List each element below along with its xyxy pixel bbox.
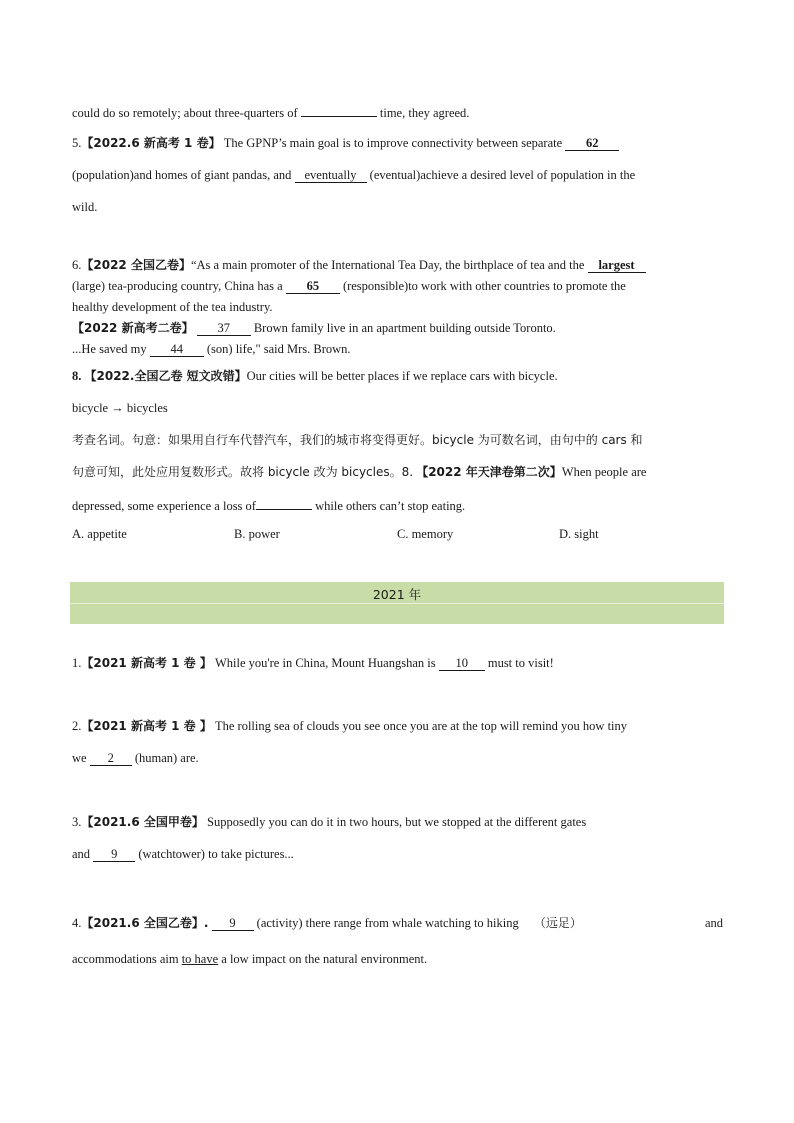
text: Brown family live in an apartment building outside Toronto. bbox=[253, 321, 556, 335]
question-number: 5. bbox=[72, 136, 82, 150]
text: (population)and homes of giant pandas, and bbox=[72, 168, 292, 182]
question-source-tag: 【2022 全国乙卷】 bbox=[81, 258, 191, 272]
option-d: D. sight bbox=[559, 527, 599, 541]
answer-blank bbox=[301, 103, 377, 117]
text: (large) tea-producing country, China has a bbox=[72, 279, 283, 293]
answer-blank: 9 bbox=[93, 848, 135, 862]
answer-blank: 62 bbox=[565, 137, 619, 151]
question-source-tag: 【2021.6 全国乙卷】. bbox=[81, 916, 209, 930]
question-number: 1. bbox=[72, 656, 82, 670]
text: healthy development of the tea industry. bbox=[72, 300, 273, 314]
question-source-tag: 【2021 新高考 1 卷 】 bbox=[81, 656, 212, 670]
explanation-text: 句意可知，此处应用复数形式。故将 bicycle 改为 bicycles。8. bbox=[72, 465, 414, 479]
answer-blank: largest bbox=[588, 259, 646, 273]
text: (human) are. bbox=[134, 751, 199, 765]
question-source-tag: 【2022.6 新高考 1 卷】 bbox=[81, 136, 221, 150]
text: (son) life," said Mrs. Brown. bbox=[206, 342, 351, 356]
text-line bbox=[72, 750, 723, 766]
answer-line bbox=[72, 400, 723, 416]
text-line bbox=[72, 496, 723, 514]
question-2021-4 bbox=[72, 915, 723, 931]
answer-blank: 44 bbox=[150, 343, 204, 357]
text-line bbox=[72, 278, 723, 294]
question-number: 8. bbox=[72, 369, 82, 383]
text-line bbox=[72, 167, 723, 183]
question-7 bbox=[72, 320, 723, 336]
explanation-text: 考查名词。句意：如果用自行车代替汽车，我们的城市将变得更好。bicycle 为可数名词，由句中的 cars 和 bbox=[72, 433, 643, 447]
text: (activity) there range from whale watching to hiking bbox=[256, 916, 519, 930]
text-line bbox=[72, 341, 723, 357]
question-source-tag: 【2021 新高考 1 卷 】 bbox=[81, 719, 212, 733]
text-line bbox=[72, 199, 723, 215]
answer-blank: 10 bbox=[439, 657, 485, 671]
answer-blank bbox=[256, 496, 312, 510]
text: Our cities will be better places if we replace cars with bicycle. bbox=[246, 369, 558, 383]
text-line bbox=[72, 846, 723, 862]
text: ...He saved my bbox=[72, 342, 147, 356]
option-c: C. memory bbox=[397, 527, 454, 541]
explanation-line bbox=[72, 432, 723, 448]
text: The rolling sea of clouds you see once you are at the top will remind you how tiny bbox=[214, 719, 628, 733]
section-year-label: 2021 年 bbox=[372, 587, 422, 602]
question-number: 6. bbox=[72, 258, 82, 272]
question-source-tag: 【2021.6 全国甲卷】 bbox=[81, 815, 204, 829]
question-number: 4. bbox=[72, 916, 82, 930]
question-2021-2 bbox=[72, 718, 723, 734]
text: accommodations aim bbox=[72, 952, 179, 966]
question-source-tag: 【2022 年天津卷第二次】 bbox=[416, 465, 562, 479]
answer-text: bicycle → bicycles bbox=[72, 401, 168, 415]
question-2021-3 bbox=[72, 814, 723, 830]
text: The GPNP’s main goal is to improve connectivity between separate bbox=[223, 136, 563, 150]
explanation-line bbox=[72, 464, 723, 480]
text: (responsible)to work with other countries to promote the bbox=[342, 279, 626, 293]
text: and bbox=[704, 916, 723, 930]
question-2021-1 bbox=[72, 655, 723, 671]
option-b: B. power bbox=[234, 527, 280, 541]
question-source-tag: 【2022.全国乙卷 短文改错】 bbox=[84, 369, 247, 383]
option-a: A. appetite bbox=[72, 527, 127, 541]
question-number: 3. bbox=[72, 815, 82, 829]
text: could do so remotely; about three-quarters of bbox=[72, 106, 298, 120]
text: we bbox=[72, 751, 87, 765]
question-5 bbox=[72, 135, 723, 151]
question-6 bbox=[72, 257, 723, 273]
answer-blank: 2 bbox=[90, 752, 132, 766]
text-line bbox=[72, 103, 723, 121]
text: and bbox=[72, 847, 91, 861]
question-8 bbox=[72, 368, 723, 384]
section-header-divider bbox=[70, 603, 724, 604]
answer-blank: eventually bbox=[295, 169, 367, 183]
text: While you're in China, Mount Huangshan is bbox=[214, 656, 436, 670]
answer-blank: 37 bbox=[197, 322, 251, 336]
text: “As a main promoter of the International Tea Day, the birthplace of tea and the bbox=[190, 258, 585, 272]
question-source-tag: 【2022 新高考二卷】 bbox=[72, 321, 194, 335]
text: while others can’t stop eating. bbox=[315, 499, 466, 513]
text: (watchtower) to take pictures... bbox=[138, 847, 294, 861]
text: wild. bbox=[72, 200, 98, 214]
text-line bbox=[72, 299, 723, 315]
text: time, they agreed. bbox=[379, 106, 470, 120]
translation-note: （远足） bbox=[533, 916, 582, 930]
text: a low impact on the natural environment. bbox=[221, 952, 428, 966]
text: When people are bbox=[561, 465, 647, 479]
section-header-2021 bbox=[70, 582, 724, 624]
answer-blank: 65 bbox=[286, 280, 340, 294]
question-number: 2. bbox=[72, 719, 82, 733]
text: must to visit! bbox=[487, 656, 554, 670]
text-line bbox=[72, 951, 723, 967]
text: depressed, some experience a loss of bbox=[72, 499, 256, 513]
text: Supposedly you can do it in two hours, but we stopped at the different gates bbox=[207, 815, 587, 829]
underlined-text: to have bbox=[181, 952, 219, 966]
text: (eventual)achieve a desired level of population in the bbox=[369, 168, 636, 182]
answer-blank: 9 bbox=[212, 917, 254, 931]
